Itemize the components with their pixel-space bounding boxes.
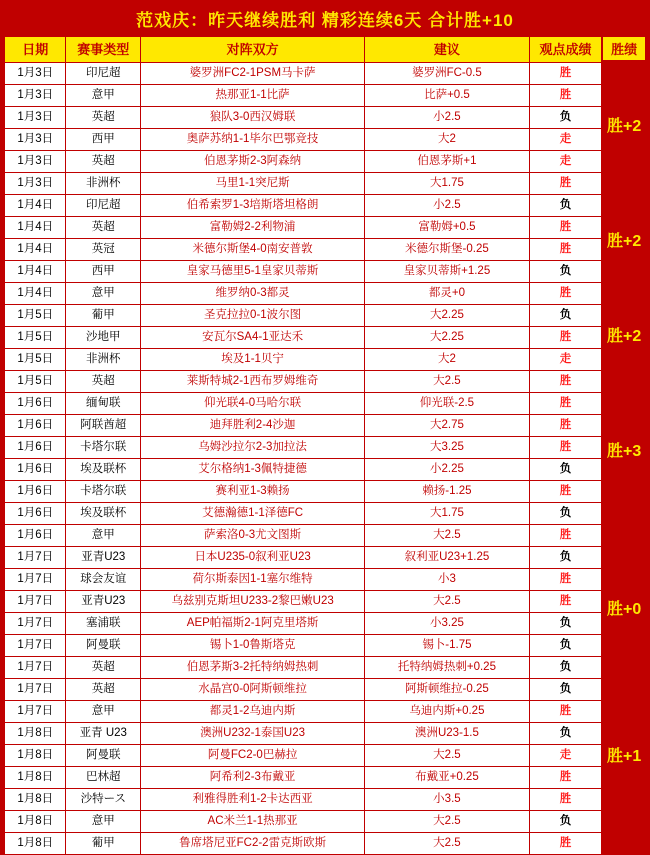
cell-date: 1月6日: [5, 503, 66, 525]
cell-league: 巴林超: [66, 767, 141, 789]
cell-date: 1月8日: [5, 833, 66, 855]
cell-advice: 伯恩茅斯+1: [365, 151, 530, 173]
cell-view: 负: [529, 195, 602, 217]
table-header-row: [5, 37, 602, 63]
cell-advice: 大2: [365, 129, 530, 151]
cell-advice: 布戴亚+0.25: [365, 767, 530, 789]
cell-match: 澳洲U232-1泰国U23: [141, 723, 365, 745]
cell-match: 伯恩茅斯2-3阿森纳: [141, 151, 365, 173]
cell-view: 走: [529, 151, 602, 173]
cell-league: 西甲: [66, 129, 141, 151]
cell-league: 阿曼联: [66, 745, 141, 767]
table-body: [5, 63, 602, 855]
cell-match: 乌兹别克斯坦U233-2黎巴嫩U23: [141, 591, 365, 613]
cell-league: 沙特ース: [66, 789, 141, 811]
cell-view: 胜: [529, 217, 602, 239]
cell-advice: 锡卜-1.75: [365, 635, 530, 657]
cell-league: 阿曼联: [66, 635, 141, 657]
summary-column: [602, 36, 646, 855]
cell-view: 负: [529, 459, 602, 481]
cell-date: 1月8日: [5, 723, 66, 745]
table-row: [5, 371, 602, 393]
column-header-view: 观点成绩: [529, 37, 602, 63]
cell-view: 胜: [529, 415, 602, 437]
cell-view: 胜: [529, 525, 602, 547]
cell-league: 印尼超: [66, 195, 141, 217]
cell-view: 胜: [529, 591, 602, 613]
cell-advice: 大3.25: [365, 437, 530, 459]
cell-view: 胜: [529, 701, 602, 723]
cell-date: 1月3日: [5, 107, 66, 129]
cell-view: 胜: [529, 767, 602, 789]
cell-advice: 赖扬-1.25: [365, 481, 530, 503]
cell-match: 阿希利2-3布戴亚: [141, 767, 365, 789]
cell-advice: 大2.5: [365, 833, 530, 855]
table-row: [5, 239, 602, 261]
cell-date: 1月6日: [5, 481, 66, 503]
cell-league: 英超: [66, 151, 141, 173]
table-row: [5, 415, 602, 437]
table-row: [5, 261, 602, 283]
cell-view: 胜: [529, 283, 602, 305]
table-row: [5, 569, 602, 591]
cell-league: 亚青U23: [66, 591, 141, 613]
cell-date: 1月8日: [5, 767, 66, 789]
cell-league: 缅甸联: [66, 393, 141, 415]
summary-cell: 胜+2: [607, 117, 642, 135]
cell-league: 埃及联杯: [66, 459, 141, 481]
table-row: [5, 547, 602, 569]
cell-date: 1月6日: [5, 459, 66, 481]
cell-view: 胜: [529, 789, 602, 811]
cell-advice: 托特纳姆热刺+0.25: [365, 657, 530, 679]
table-area: [0, 36, 650, 855]
cell-league: 球会友谊: [66, 569, 141, 591]
cell-view: 胜: [529, 569, 602, 591]
cell-date: 1月7日: [5, 701, 66, 723]
cell-advice: 仰光联-2.5: [365, 393, 530, 415]
cell-match: 鲁席塔尼亚FC2-2雷克斯欧斯: [141, 833, 365, 855]
cell-date: 1月4日: [5, 261, 66, 283]
cell-match: 利雅得胜利1-2卡达西亚: [141, 789, 365, 811]
cell-view: 负: [529, 613, 602, 635]
cell-league: 意甲: [66, 283, 141, 305]
cell-date: 1月8日: [5, 811, 66, 833]
cell-match: 婆罗洲FC2-1PSM马卡萨: [141, 63, 365, 85]
cell-advice: 叙利亚U23+1.25: [365, 547, 530, 569]
cell-view: 胜: [529, 833, 602, 855]
cell-league: 意甲: [66, 525, 141, 547]
table-row: [5, 525, 602, 547]
cell-match: 维罗纳0-3都灵: [141, 283, 365, 305]
table-row: [5, 305, 602, 327]
cell-view: 负: [529, 635, 602, 657]
cell-date: 1月4日: [5, 195, 66, 217]
cell-view: 走: [529, 349, 602, 371]
cell-view: 胜: [529, 327, 602, 349]
cell-league: 英超: [66, 371, 141, 393]
cell-date: 1月4日: [5, 217, 66, 239]
predictions-table: [4, 36, 602, 855]
cell-advice: 小2.5: [365, 195, 530, 217]
cell-match: 都灵1-2乌迪内斯: [141, 701, 365, 723]
cell-match: 艾尔格纳1-3佩特捷德: [141, 459, 365, 481]
cell-match: 艾德瀚德1-1泽德FC: [141, 503, 365, 525]
cell-date: 1月6日: [5, 393, 66, 415]
cell-advice: 阿斯顿维拉-0.25: [365, 679, 530, 701]
cell-date: 1月4日: [5, 239, 66, 261]
cell-advice: 米德尔斯堡-0.25: [365, 239, 530, 261]
cell-view: 负: [529, 679, 602, 701]
cell-date: 1月7日: [5, 635, 66, 657]
cell-league: 英超: [66, 679, 141, 701]
cell-league: 意甲: [66, 85, 141, 107]
cell-date: 1月3日: [5, 151, 66, 173]
cell-view: 胜: [529, 85, 602, 107]
cell-date: 1月4日: [5, 283, 66, 305]
cell-view: 负: [529, 261, 602, 283]
cell-league: 塞浦联: [66, 613, 141, 635]
cell-match: 马里1-1突尼斯: [141, 173, 365, 195]
cell-match: 日本U235-0叙利亚U23: [141, 547, 365, 569]
cell-date: 1月7日: [5, 547, 66, 569]
table-row: [5, 151, 602, 173]
cell-league: 沙地甲: [66, 327, 141, 349]
table-row: [5, 459, 602, 481]
cell-view: 负: [529, 657, 602, 679]
cell-date: 1月7日: [5, 613, 66, 635]
cell-advice: 大2.5: [365, 525, 530, 547]
cell-advice: 大2.5: [365, 811, 530, 833]
column-header-match: 对阵双方: [141, 37, 365, 63]
cell-match: 安瓦尔SA4-1亚达禾: [141, 327, 365, 349]
table-row: [5, 503, 602, 525]
cell-match: 狼队3-0西汉姆联: [141, 107, 365, 129]
cell-view: 走: [529, 129, 602, 151]
summary-cell: 胜+0: [607, 600, 642, 618]
table-row: [5, 745, 602, 767]
cell-league: 卡塔尔联: [66, 481, 141, 503]
cell-match: 莱斯特城2-1西布罗姆维奇: [141, 371, 365, 393]
cell-date: 1月5日: [5, 371, 66, 393]
cell-date: 1月7日: [5, 591, 66, 613]
cell-date: 1月5日: [5, 327, 66, 349]
cell-advice: 乌迪内斯+0.25: [365, 701, 530, 723]
cell-match: 埃及1-1贝宁: [141, 349, 365, 371]
column-header-league: 赛事类型: [66, 37, 141, 63]
table-row: [5, 437, 602, 459]
cell-view: 胜: [529, 239, 602, 261]
cell-league: 英冠: [66, 239, 141, 261]
cell-date: 1月3日: [5, 129, 66, 151]
cell-advice: 大2.5: [365, 591, 530, 613]
cell-match: 水晶宫0-0阿斯顿维拉: [141, 679, 365, 701]
cell-view: 胜: [529, 437, 602, 459]
cell-match: 赛利亚1-3赖扬: [141, 481, 365, 503]
cell-date: 1月8日: [5, 745, 66, 767]
cell-match: 荷尔斯泰因1-1塞尔维特: [141, 569, 365, 591]
table-row: [5, 701, 602, 723]
cell-advice: 婆罗洲FC-0.5: [365, 63, 530, 85]
cell-view: 胜: [529, 481, 602, 503]
cell-league: 印尼超: [66, 63, 141, 85]
cell-date: 1月7日: [5, 679, 66, 701]
cell-league: 卡塔尔联: [66, 437, 141, 459]
table-row: [5, 833, 602, 855]
cell-match: 锡卜1-0鲁斯塔克: [141, 635, 365, 657]
cell-league: 葡甲: [66, 305, 141, 327]
cell-match: 皇家马德里5-1皇家贝蒂斯: [141, 261, 365, 283]
cell-advice: 大2.5: [365, 371, 530, 393]
cell-match: 米德尔斯堡4-0南安普敦: [141, 239, 365, 261]
table-row: [5, 107, 602, 129]
cell-view: 走: [529, 745, 602, 767]
table-row: [5, 63, 602, 85]
table-row: [5, 283, 602, 305]
table-row: [5, 327, 602, 349]
cell-match: 伯恩茅斯3-2托特纳姆热刺: [141, 657, 365, 679]
cell-match: 圣克拉拉0-1波尔图: [141, 305, 365, 327]
table-row: [5, 767, 602, 789]
cell-match: 热那亚1-1比萨: [141, 85, 365, 107]
summary-cell: 胜+2: [607, 327, 642, 345]
table-row: [5, 613, 602, 635]
table-row: [5, 195, 602, 217]
column-header-result: 胜绩: [602, 36, 646, 61]
cell-date: 1月6日: [5, 525, 66, 547]
cell-date: 1月6日: [5, 437, 66, 459]
cell-league: 英超: [66, 107, 141, 129]
cell-league: 英超: [66, 657, 141, 679]
cell-date: 1月3日: [5, 85, 66, 107]
cell-advice: 皇家贝蒂斯+1.25: [365, 261, 530, 283]
cell-advice: 大1.75: [365, 503, 530, 525]
table-row: [5, 173, 602, 195]
cell-advice: 大2: [365, 349, 530, 371]
cell-advice: 澳洲U23-1.5: [365, 723, 530, 745]
cell-view: 负: [529, 503, 602, 525]
cell-view: 负: [529, 723, 602, 745]
cell-match: 阿曼FC2-0巴赫拉: [141, 745, 365, 767]
table-row: [5, 393, 602, 415]
cell-advice: 小3.25: [365, 613, 530, 635]
cell-league: 英超: [66, 217, 141, 239]
cell-league: 埃及联杯: [66, 503, 141, 525]
cell-advice: 大2.5: [365, 745, 530, 767]
cell-league: 西甲: [66, 261, 141, 283]
table-row: [5, 85, 602, 107]
cell-advice: 大1.75: [365, 173, 530, 195]
cell-advice: 小2.5: [365, 107, 530, 129]
cell-league: 亚青U23: [66, 547, 141, 569]
cell-date: 1月6日: [5, 415, 66, 437]
cell-match: 乌姆沙拉尔2-3加拉法: [141, 437, 365, 459]
cell-date: 1月3日: [5, 63, 66, 85]
page-title: 范戏庆：昨天继续胜利 精彩连续6天 合计胜+10: [136, 10, 514, 30]
table-row: [5, 657, 602, 679]
cell-date: 1月5日: [5, 305, 66, 327]
table-row: [5, 349, 602, 371]
cell-advice: 小3: [365, 569, 530, 591]
cell-date: 1月3日: [5, 173, 66, 195]
cell-view: 胜: [529, 393, 602, 415]
cell-league: 非洲杯: [66, 349, 141, 371]
column-header-advice: 建议: [365, 37, 530, 63]
cell-league: 意甲: [66, 811, 141, 833]
table-row: [5, 679, 602, 701]
cell-date: 1月5日: [5, 349, 66, 371]
table-row: [5, 481, 602, 503]
column-header-date: 日期: [5, 37, 66, 63]
cell-advice: 小3.5: [365, 789, 530, 811]
cell-league: 意甲: [66, 701, 141, 723]
cell-advice: 大2.25: [365, 327, 530, 349]
cell-view: 胜: [529, 173, 602, 195]
cell-view: 负: [529, 305, 602, 327]
cell-advice: 比萨+0.5: [365, 85, 530, 107]
table-row: [5, 789, 602, 811]
summary-cell: 胜+2: [607, 233, 642, 250]
cell-match: 仰光联4-0马哈尔联: [141, 393, 365, 415]
cell-view: 胜: [529, 63, 602, 85]
table-row: [5, 723, 602, 745]
table-row: [5, 591, 602, 613]
cell-match: AC米兰1-1热那亚: [141, 811, 365, 833]
cell-advice: 大2.25: [365, 305, 530, 327]
cell-date: 1月7日: [5, 569, 66, 591]
cell-match: 伯希索罗1-3培斯塔坦格朗: [141, 195, 365, 217]
table-row: [5, 811, 602, 833]
cell-advice: 富勒姆+0.5: [365, 217, 530, 239]
cell-advice: 大2.75: [365, 415, 530, 437]
cell-match: 迪拜胜利2-4沙迦: [141, 415, 365, 437]
cell-match: 富勒姆2-2利物浦: [141, 217, 365, 239]
cell-league: 阿联酋超: [66, 415, 141, 437]
table-row: [5, 129, 602, 151]
cell-view: 负: [529, 547, 602, 569]
cell-league: 葡甲: [66, 833, 141, 855]
cell-date: 1月7日: [5, 657, 66, 679]
summary-cell: 胜+3: [607, 443, 642, 460]
table-row: [5, 217, 602, 239]
cell-view: 负: [529, 811, 602, 833]
cell-match: 奥萨苏纳1-1毕尔巴鄂竞技: [141, 129, 365, 151]
table-row: [5, 635, 602, 657]
cell-advice: 都灵+0: [365, 283, 530, 305]
cell-league: 非洲杯: [66, 173, 141, 195]
cell-view: 负: [529, 107, 602, 129]
cell-match: AEP帕福斯2-1阿克里塔斯: [141, 613, 365, 635]
cell-match: 萨索洛0-3尤文图斯: [141, 525, 365, 547]
cell-league: 亚青 U23: [66, 723, 141, 745]
cell-advice: 小2.25: [365, 459, 530, 481]
summary-cell: 胜+1: [607, 747, 642, 765]
cell-date: 1月8日: [5, 789, 66, 811]
cell-view: 胜: [529, 371, 602, 393]
